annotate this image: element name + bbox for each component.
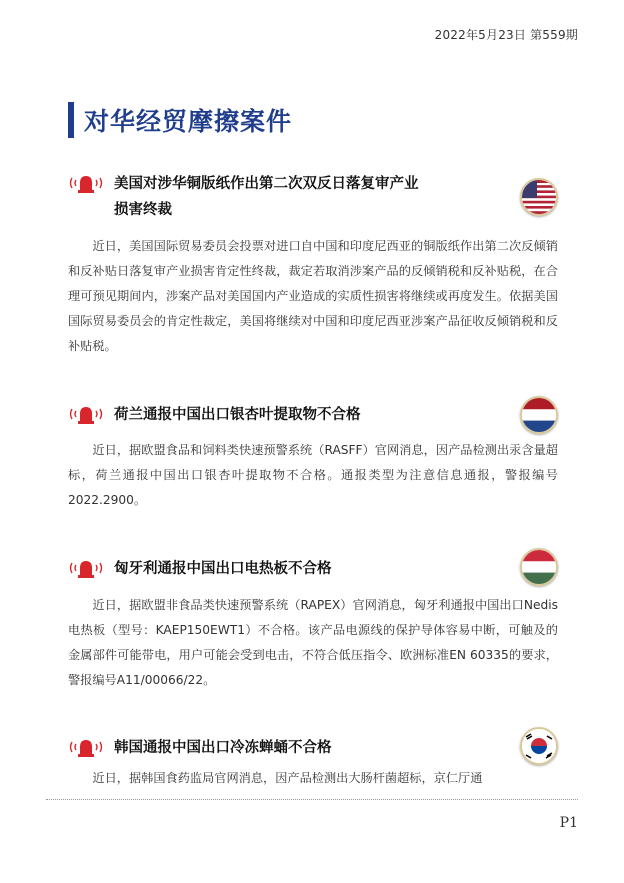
page-number: P1 — [559, 815, 578, 831]
alarm-bell-icon — [68, 736, 104, 758]
issue-date: 2022年5月23日 第559期 — [434, 28, 578, 42]
section-accent-bar — [68, 102, 74, 138]
case-title-line: 美国对涉华铜版纸作出第二次双反日落复审产业 — [114, 176, 419, 192]
case-title: 荷兰通报中国出口银杏叶提取物不合格 — [114, 407, 361, 423]
alarm-bell-icon — [68, 403, 104, 425]
case-title-line: 损害终裁 — [114, 202, 172, 218]
case-body: 近日，据欧盟食品和饲料类快速预警系统（RASFF）官网消息，因产品检测出汞含量超标，荷兰通报中国出口银杏叶提取物不合格。通报类型为注意信息通报，警报编号2022.2900。 — [68, 443, 558, 507]
case-body: 近日，据韩国食药监局官网消息，因产品检测出大肠杆菌超标，京仁厅通 — [92, 771, 483, 785]
us-flag-icon — [520, 178, 558, 216]
case-body: 近日，据欧盟非食品类快速预警系统（RAPEX）官网消息，匈牙利通报中国出口Nedis电热板（型号：KAEP150EWT1）不合格。该产品电源线的保护导体容易中断，可触及的金属部件可能带电，用户可能会受到电击，不符合低压指令、欧洲标准EN 60335的要求，警报编号A11/00066/22。 — [68, 598, 558, 687]
section-title: 对华经贸摩擦案件 — [84, 107, 293, 136]
korea-flag-icon — [520, 727, 558, 765]
case-title: 韩国通报中国出口冷冻蝉蛹不合格 — [114, 740, 332, 756]
case-title: 匈牙利通报中国出口电热板不合格 — [114, 561, 332, 577]
alarm-bell-icon — [68, 557, 104, 579]
case-body: 近日，美国国际贸易委员会投票对进口自中国和印度尼西亚的铜版纸作出第二次反倾销和反补贴日落复审产业损害肯定性终裁，裁定若取消涉案产品的反倾销税和反补贴税，在合理可预见期间内，涉案产品对美国国内产业造成的实质性损害将继续或再度发生。依据美国国际贸易委员会的肯定性裁定，美国将继续对中国和印度尼西亚涉案产品征收反倾销税和反补贴税。 — [68, 239, 558, 353]
alarm-bell-icon — [68, 172, 104, 194]
section-header — [68, 102, 292, 138]
case-title — [114, 171, 484, 223]
netherlands-flag-icon — [520, 396, 558, 434]
hungary-flag-icon — [520, 548, 558, 586]
footer-divider — [46, 799, 578, 800]
